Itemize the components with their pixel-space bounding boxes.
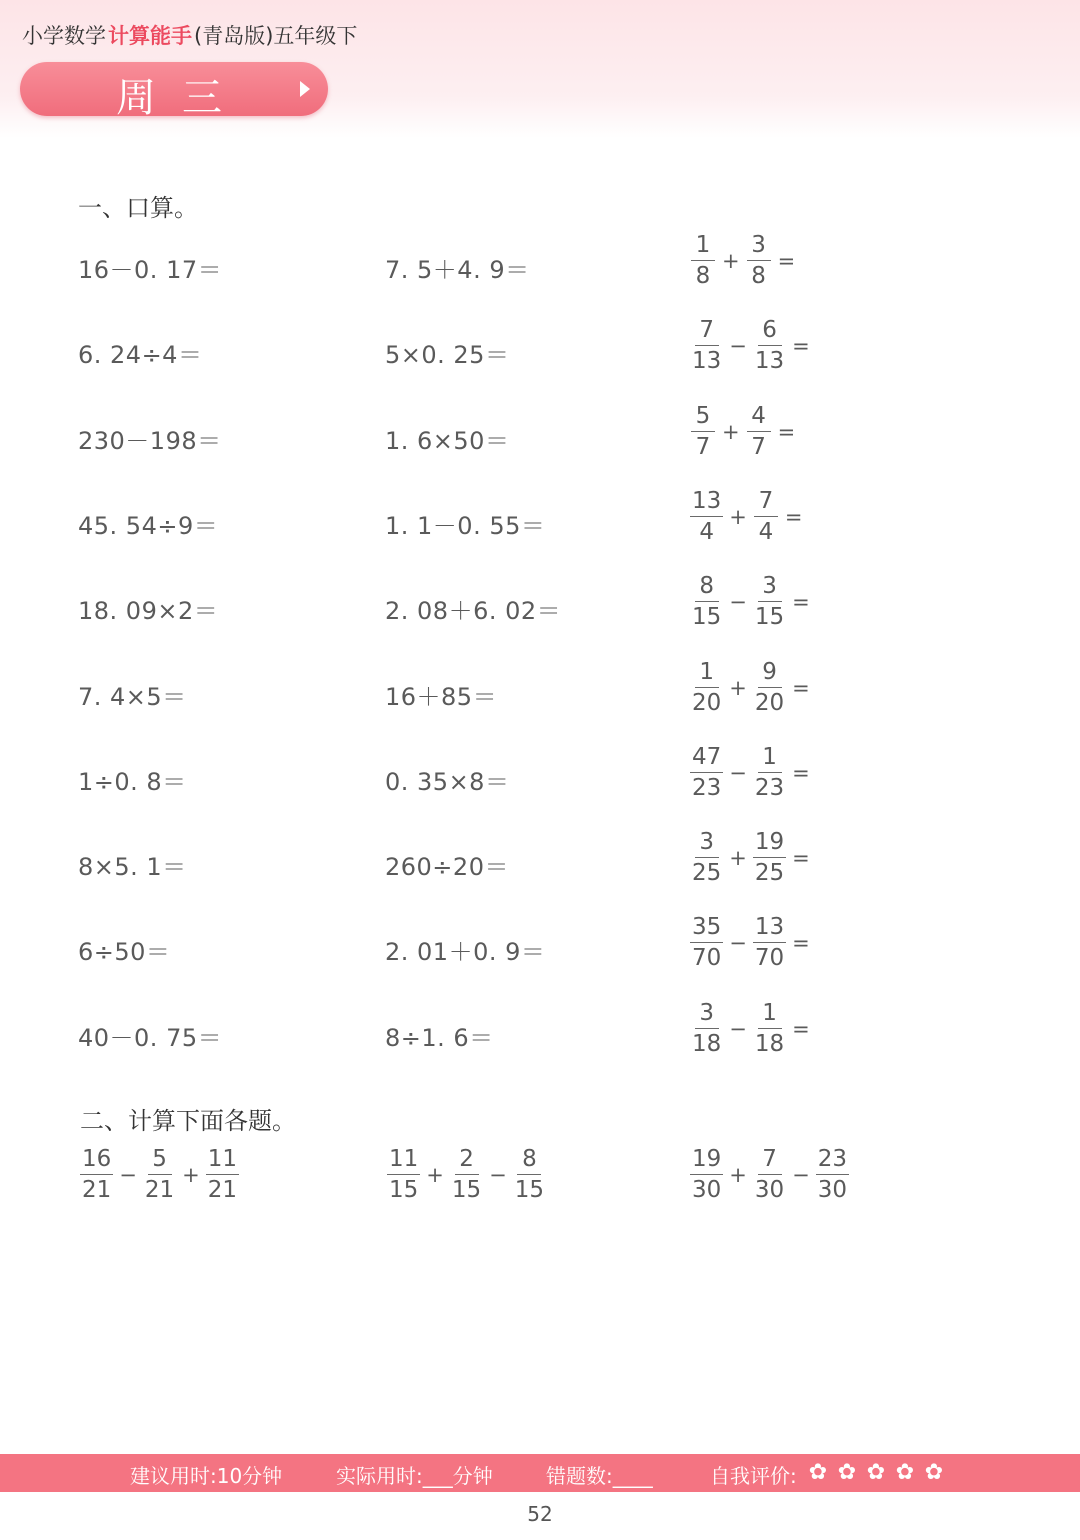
numerator: 3 [747, 234, 771, 261]
denominator: 15 [514, 1177, 545, 1203]
denominator: 7 [751, 433, 766, 460]
fraction-problem [690, 999, 810, 1057]
denominator: 30 [817, 1177, 848, 1203]
numerator: 1 [758, 746, 782, 773]
oral-problem: 7. 5＋4. 9＝ [385, 256, 530, 284]
denominator: 70 [692, 945, 722, 972]
denominator: 8 [695, 263, 711, 289]
numerator: 7 [754, 490, 778, 517]
operator: − [792, 1163, 810, 1187]
fraction [753, 1148, 786, 1202]
operator: + [729, 504, 747, 529]
fraction [690, 916, 723, 970]
book-prefix: 小学数学 [22, 24, 106, 48]
fraction [753, 575, 786, 629]
denominator: 20 [754, 689, 785, 716]
numerator: 7 [758, 1148, 782, 1175]
operator: − [729, 590, 747, 615]
fraction-problem [690, 743, 810, 801]
operator: − [729, 760, 747, 785]
operator: + [426, 1163, 444, 1187]
oral-problem: 1. 6×50＝ [385, 426, 510, 455]
denominator: 18 [692, 1030, 722, 1057]
denominator: 21 [207, 1177, 238, 1203]
numerator: 9 [758, 661, 782, 688]
fraction [387, 1148, 420, 1202]
fraction-problem [690, 916, 810, 970]
numerator: 7 [695, 319, 719, 346]
book-brand: 计算能手 [108, 24, 192, 48]
numerator: 3 [695, 1002, 719, 1029]
numerator: 13 [753, 916, 786, 943]
fraction [753, 658, 786, 716]
fraction [690, 743, 723, 801]
equals-sign: = [777, 249, 796, 273]
fraction [690, 234, 716, 288]
denominator: 8 [751, 263, 766, 289]
fraction [80, 1148, 113, 1202]
section1-title: 一、口算。 [78, 194, 198, 222]
oral-problem: 18. 09×2＝ [78, 597, 219, 626]
denominator: 15 [451, 1177, 482, 1203]
fraction [753, 831, 786, 885]
oral-problem: 8×5. 1＝ [78, 853, 187, 882]
numerator: 1 [758, 1002, 782, 1029]
operator: − [119, 1163, 137, 1187]
fraction-problem [690, 402, 796, 460]
fraction-problem [690, 319, 810, 373]
fraction [143, 1148, 176, 1202]
oral-problem: 16－0. 17＝ [78, 256, 223, 284]
denominator: 7 [695, 433, 711, 460]
numerator: 1 [695, 661, 719, 688]
equals-sign: = [777, 419, 796, 444]
oral-problem: 2. 01＋0. 9＝ [385, 938, 546, 967]
equals-sign: = [792, 931, 810, 956]
numerator: 8 [517, 1148, 541, 1175]
equals-sign: = [792, 760, 810, 785]
oral-problem: 6. 24÷4＝ [78, 341, 203, 370]
fraction [746, 402, 772, 460]
denominator: 30 [754, 1177, 785, 1203]
self-eval-label: 自我评价: [710, 1464, 797, 1488]
calc-problem [690, 1148, 849, 1202]
numerator: 11 [206, 1148, 239, 1175]
numerator: 5 [691, 405, 715, 432]
flower-icon: ✿ [895, 1460, 915, 1485]
fraction [753, 916, 786, 970]
numerator: 23 [816, 1148, 849, 1175]
fraction [450, 1148, 483, 1202]
denominator: 23 [692, 774, 722, 801]
equals-sign: = [792, 675, 810, 700]
fraction [690, 319, 723, 373]
numerator: 3 [695, 831, 719, 858]
denominator: 20 [692, 689, 722, 716]
operator: + [722, 249, 740, 273]
fraction-problem [690, 831, 810, 885]
numerator: 19 [753, 831, 786, 858]
denominator: 13 [754, 348, 785, 375]
oral-problem: 5×0. 25＝ [385, 341, 510, 370]
operator: − [729, 931, 747, 956]
oral-problem: 45. 54÷9＝ [78, 511, 219, 540]
footer-band [0, 1454, 1080, 1492]
denominator: 15 [692, 604, 722, 631]
fraction [753, 999, 786, 1057]
denominator: 21 [82, 1177, 112, 1203]
fraction [816, 1148, 849, 1202]
fraction [690, 999, 723, 1057]
section2-title: 二、计算下面各题。 [80, 1107, 296, 1135]
arrow-right-icon [300, 81, 310, 97]
operator: − [489, 1163, 507, 1187]
numerator: 19 [690, 1148, 723, 1175]
denominator: 15 [389, 1177, 419, 1203]
operator: + [729, 675, 747, 700]
numerator: 3 [758, 575, 782, 602]
denominator: 4 [699, 518, 714, 545]
denominator: 4 [758, 518, 774, 545]
denominator: 30 [692, 1177, 722, 1203]
fraction [746, 234, 772, 288]
calc-problem [80, 1148, 239, 1202]
operator: + [729, 1163, 747, 1187]
denominator: 70 [754, 945, 785, 972]
operator: + [182, 1163, 200, 1187]
fraction [690, 831, 723, 885]
denominator: 21 [144, 1177, 175, 1203]
oral-problem: 40－0. 75＝ [78, 1023, 223, 1052]
book-suffix: (青岛版)五年级下 [194, 24, 358, 48]
oral-problem: 6÷50＝ [78, 938, 171, 967]
numerator: 6 [758, 319, 782, 346]
flower-icon: ✿ [837, 1460, 857, 1485]
numerator: 8 [695, 575, 719, 602]
oral-problem: 16＋85＝ [385, 682, 498, 711]
denominator: 23 [754, 774, 785, 801]
day-label: 周三 [116, 75, 248, 121]
denominator: 25 [754, 860, 785, 887]
operator: − [729, 334, 747, 359]
oral-problem: 8÷1. 6＝ [385, 1023, 494, 1052]
equals-sign: = [792, 1016, 810, 1041]
fraction-problem [690, 487, 803, 545]
numerator: 35 [690, 916, 723, 943]
error-count-field: 错题数:____ [546, 1464, 653, 1488]
rating-flowers [806, 1461, 951, 1485]
equals-sign: = [792, 334, 810, 359]
actual-time-field: 实际用时:___分钟 [336, 1464, 493, 1488]
fraction [753, 743, 786, 801]
denominator: 13 [692, 348, 722, 375]
day-banner [20, 62, 328, 121]
numerator: 5 [148, 1148, 172, 1175]
book-title [22, 20, 357, 50]
fraction [206, 1148, 239, 1202]
numerator: 11 [387, 1148, 420, 1175]
equals-sign: = [784, 504, 803, 529]
operator: + [722, 419, 740, 444]
operator: − [729, 1016, 747, 1041]
numerator: 16 [80, 1148, 113, 1175]
flower-icon: ✿ [924, 1460, 944, 1485]
suggested-time: 建议用时:10分钟 [130, 1464, 283, 1488]
oral-problem: 0. 35×8＝ [385, 767, 510, 796]
fraction [690, 402, 716, 460]
calc-problem [387, 1148, 546, 1202]
denominator: 15 [754, 604, 785, 631]
flower-icon: ✿ [808, 1460, 828, 1485]
oral-problem: 2. 08＋6. 02＝ [385, 597, 562, 626]
numerator: 2 [455, 1148, 479, 1175]
numerator: 13 [690, 490, 723, 517]
denominator: 25 [692, 860, 722, 887]
numerator: 47 [690, 746, 723, 773]
equals-sign: = [792, 590, 810, 615]
denominator: 18 [754, 1030, 785, 1057]
fraction-problem [690, 658, 810, 716]
page-number: 52 [527, 1502, 553, 1526]
oral-problem: 1. 1－0. 55＝ [385, 511, 546, 540]
numerator: 1 [691, 234, 715, 261]
fraction [753, 487, 779, 545]
fraction [690, 658, 723, 716]
fraction [753, 319, 786, 373]
fraction [690, 1148, 723, 1202]
oral-problem: 230－198＝ [78, 426, 222, 455]
numerator: 4 [747, 405, 771, 432]
fraction-problem [690, 234, 795, 288]
equals-sign: = [792, 846, 810, 871]
oral-problem: 7. 4×5＝ [78, 682, 187, 711]
operator: + [729, 846, 747, 871]
fraction [513, 1148, 546, 1202]
flower-icon: ✿ [866, 1460, 886, 1485]
oral-problem: 260÷20＝ [385, 853, 509, 882]
fraction [690, 487, 723, 545]
fraction-problem [690, 575, 810, 629]
oral-problem: 1÷0. 8＝ [78, 767, 187, 796]
fraction [690, 575, 723, 629]
